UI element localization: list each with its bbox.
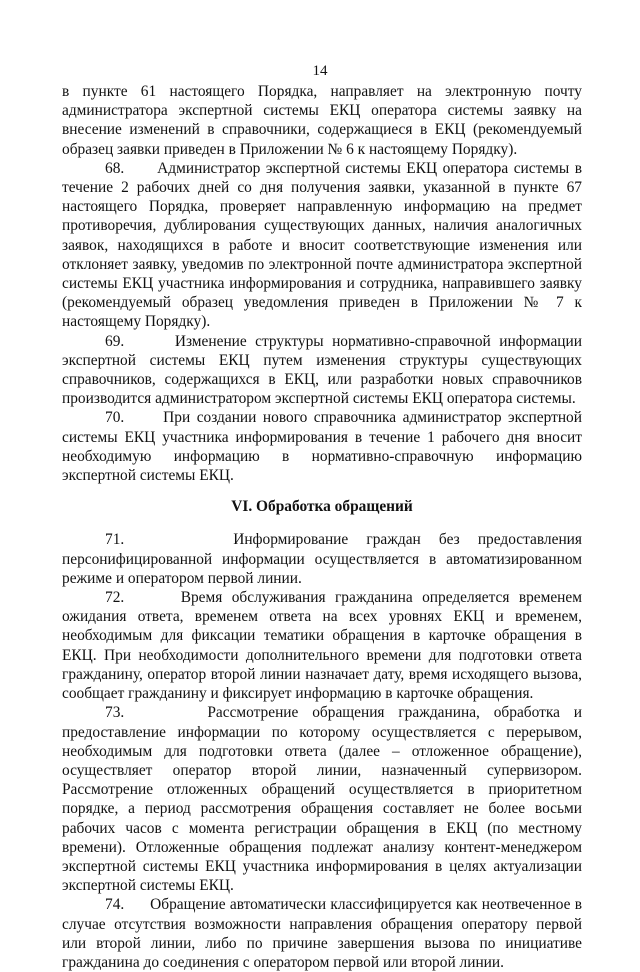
paragraph-number: 71.	[105, 531, 125, 549]
paragraph-continuation	[62, 82, 582, 159]
paragraph-text: Информирование граждан без предоставления персонифицированной информации осуществляется в автоматизированном режиме и оператором первой линии.	[62, 531, 582, 587]
paragraph-number: 68.	[105, 159, 125, 177]
paragraph-text: Рассмотрение обращения гражданина, обработка и предоставление информации по которому осуществляется с перерывом, необходимым для подготовки ответа (далее – отложенное обращение), осуществляет оператор второй линии, назначенный супервизором. Рассмотрение отложенных обращений осуществляется в приоритетном порядке, а период рассмотрения обращения составляет не более восьми рабочих часов с момента регистрации обращения в ЕКЦ (по местному времени). Отложенные обращения подлежат анализу контент-менеджером экспертной системы ЕКЦ участника информирования в целях актуализации экспертной системы ЕКЦ.	[62, 704, 582, 895]
page-number: 14	[312, 63, 328, 79]
paragraph-69	[62, 332, 582, 409]
paragraph-72	[62, 588, 582, 703]
page-body	[62, 82, 582, 972]
paragraph-68	[62, 159, 582, 332]
section-heading: VI. Обработка обращений	[231, 498, 413, 516]
paragraph-text: Изменение структуры нормативно-справочной информации экспертной системы ЕКЦ путем изменения структуры существующих справочников, содержащихся в ЕКЦ, или разработки новых справочников производится администратором экспертной системы ЕКЦ оператора системы.	[62, 332, 582, 408]
paragraph-text: в пункте 61 настоящего Порядка, направляет на электронную почту администратора экспертной системы ЕКЦ оператора системы заявку на внесение изменений в справочники, содержащиеся в ЕКЦ (рекомендуемый образец заявки приведен в Приложении № 6 к настоящему Порядку).	[62, 83, 582, 158]
paragraph-number: 70.	[105, 409, 125, 427]
paragraph-70	[62, 408, 582, 485]
paragraph-74	[62, 895, 582, 972]
paragraph-number: 72.	[105, 589, 125, 607]
paragraph-text: Обращение автоматически классифицируется как неотвеченное в случае отсутствия возможности направления обращения оператору первой или второй линии, либо по причине завершения вызова по инициативе гражданина до соединения с оператором первой или второй линии.	[62, 896, 583, 971]
paragraph-text: Время обслуживания гражданина определяется временем ожидания ответа, временем ответа на всех уровнях ЕКЦ и временем, необходимым для фиксации тематики обращения в карточке обращения в ЕКЦ. При необходимости дополнительного времени для подготовки ответа гражданину, оператор второй линии назначает дату, время исходящего вызова, сообщает гражданину и фиксирует информацию в карточке обращения.	[62, 589, 582, 703]
paragraph-number: 69.	[105, 332, 125, 350]
paragraph-text: Администратор экспертной системы ЕКЦ оператора системы в течение 2 рабочих дней со дня получения заявки, указанной в пункте 67 настоящего Порядка, проверяет направленную информацию на предмет противоречия, дублирования существующих данных, наличия аналогичных заявок, находящихся в работе и вносит соответствующие изменения или отклоняет заявку, уведомив по электронной почте администратора экспертной системы ЕКЦ участника информирования и сотрудника, направившего заявку (рекомендуемый образец уведомления приведен в Приложении № 7 к настоящему Порядку).	[62, 159, 582, 331]
paragraph-number: 74.	[105, 896, 125, 914]
paragraph-71	[62, 530, 582, 588]
paragraph-text: При создании нового справочника администратор экспертной системы ЕКЦ участника информирования в течение 1 рабочего дня вносит необходимую информацию в нормативно-справочную информацию экспертной системы ЕКЦ.	[62, 409, 582, 485]
paragraph-number: 73.	[105, 704, 125, 722]
paragraph-73	[62, 703, 582, 895]
